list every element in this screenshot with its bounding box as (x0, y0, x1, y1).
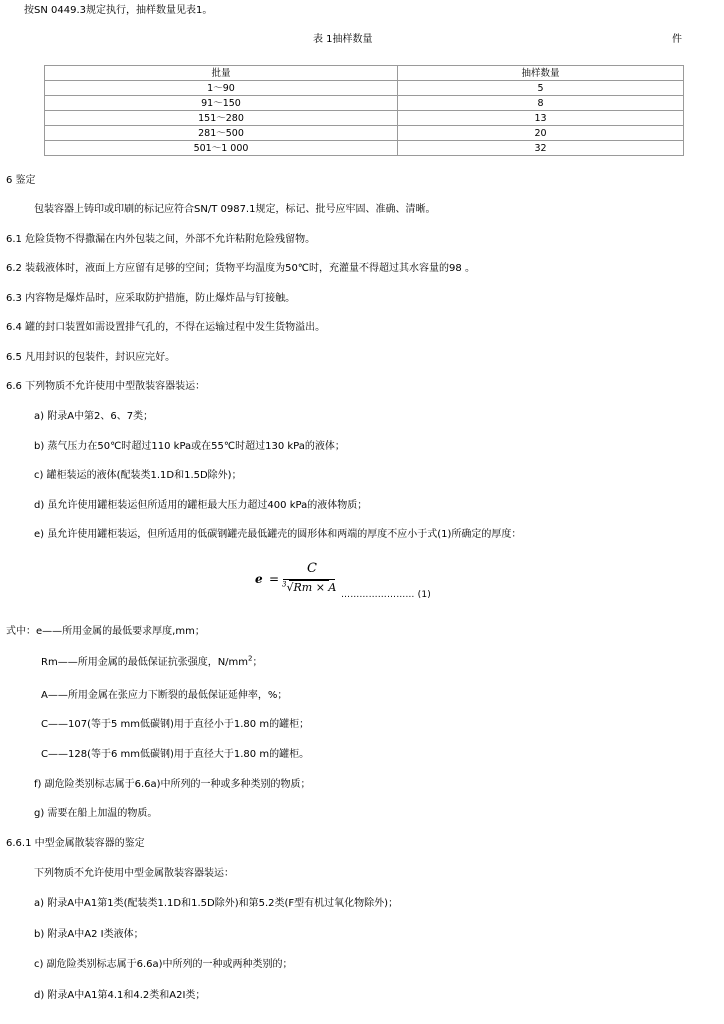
cell-sample-count: 32 (398, 141, 684, 156)
clause-6-1: 6.1 危险货物不得撒漏在内外包装之间，外部不允许粘附危险残留物。 (6, 234, 316, 245)
formula-denominator: $^3$√ Rm × A (282, 580, 337, 594)
header-batch: 批量 (45, 66, 398, 81)
section-6-title: 6 鉴定 (6, 175, 36, 186)
table-row (45, 81, 684, 96)
where-intro: 式中：e——所用金属的最低要求厚度,mm； (6, 626, 205, 637)
clause-6-6-d: d) 虽允许使用罐柜装运但所适用的罐柜最大压力超过400 kPa的液体物质； (34, 500, 368, 511)
clause-6-6-c: c) 罐柜装运的液体(配装类1.1D和1.5D除外)； (34, 470, 242, 481)
rm-text: ——所用金属的最低保证抗张强度，N/mm (57, 657, 249, 668)
root-content: Rm × A (293, 581, 337, 594)
clause-6-6-1-a: a) 附录A中A1第1类(配装类1.1D和1.5D除外)和第5.2类(F型有机过氧化物除外)； (34, 898, 399, 909)
clause-6-6-1-b: b) 附录A中A2 Ⅰ类液体； (34, 929, 144, 940)
root-index: 3 (282, 580, 287, 589)
table-caption: 表 1抽样数量 (313, 34, 373, 45)
formula-numerator: C (307, 561, 317, 576)
where-a: A——所用金属在张应力下断裂的最低保证延伸率，%； (41, 690, 288, 701)
cell-batch: 1～90 (45, 81, 398, 96)
table-row (45, 141, 684, 156)
where-c2: C——128(等于6 mm低碳钢)用于直径大于1.80 m的罐柜。 (41, 749, 310, 760)
section-6-body: 包装容器上铸印或印刷的标记应符合SN/T 0987.1规定，标记、批号应牢固、准确、清晰。 (34, 204, 436, 215)
formula-lhs: e (255, 572, 263, 586)
cell-sample-count: 13 (398, 111, 684, 126)
cell-batch: 91～150 (45, 96, 398, 111)
thickness-formula (255, 563, 465, 603)
sampling-table (44, 65, 684, 156)
cell-batch: 151～280 (45, 111, 398, 126)
clause-6-6-f: f) 副危险类别标志属于6.6a)中所列的一种或多种类别的物质； (34, 779, 311, 790)
clause-6-6-g: g) 需要在船上加温的物质。 (34, 808, 158, 819)
table-row (45, 111, 684, 126)
leader-dots: …………………… (341, 590, 415, 600)
table-row (45, 126, 684, 141)
cell-batch: 281～500 (45, 126, 398, 141)
table-header-row (45, 66, 684, 81)
clause-6-4: 6.4 罐的封口装置如需设置排气孔的，不得在运输过程中发生货物溢出。 (6, 322, 326, 333)
clause-6-6-1-d: d) 附录A中A1第4.1和4.2类和A2Ⅰ类； (34, 990, 206, 1001)
table-unit: 件 (672, 34, 682, 45)
rm-superscript: 2 (248, 654, 253, 663)
clause-6-3: 6.3 内容物是爆炸品时，应采取防护措施，防止爆炸品与钉接触。 (6, 293, 296, 304)
clause-6-6-e: e) 虽允许使用罐柜装运，但所适用的低碳钢罐壳最低罐壳的圆形体和两端的厚度不应小于式(1)所确定的厚度： (34, 529, 522, 540)
clause-6-6-a: a) 附录A中第2、6、7类； (34, 411, 154, 422)
formula-leader (341, 590, 431, 600)
where-c1: C——107(等于5 mm低碳钢)用于直径小于1.80 m的罐柜； (41, 719, 310, 730)
clause-6-6-b: b) 蒸气压力在50℃时超过110 kPa或在55℃时超过130 kPa的液体； (34, 441, 345, 452)
cell-sample-count: 20 (398, 126, 684, 141)
cell-batch: 501～1 000 (45, 141, 398, 156)
where-rm (41, 654, 263, 669)
formula-number: (1) (417, 590, 432, 600)
rm-symbol: Rm (41, 657, 58, 668)
table-row (45, 96, 684, 111)
intro-text: 按SN 0449.3规定执行，抽样数量见表1。 (24, 5, 213, 16)
root-bar (289, 580, 329, 581)
clause-6-6: 6.6 下列物质不允许使用中型散装容器装运： (6, 381, 206, 392)
cell-sample-count: 8 (398, 96, 684, 111)
clause-6-2: 6.2 装载液体时，液面上方应留有足够的空间；货物平均温度为50℃时，充灌量不得超过其水容量的98 。 (6, 263, 475, 274)
clause-6-5: 6.5 凡用封识的包装件，封识应完好。 (6, 352, 176, 363)
cell-sample-count: 5 (398, 81, 684, 96)
clause-6-6-1-lead: 下列物质不允许使用中型金属散装容器装运： (34, 868, 234, 879)
header-sample-count: 抽样数量 (398, 66, 684, 81)
clause-6-6-1-title: 6.6.1 中型金属散装容器的鉴定 (6, 838, 145, 849)
clause-6-6-1-c: c) 副危险类别标志属于6.6a)中所列的一种或两种类别的； (34, 959, 293, 970)
formula-equals: = (269, 572, 280, 586)
rm-end: ； (252, 657, 263, 668)
